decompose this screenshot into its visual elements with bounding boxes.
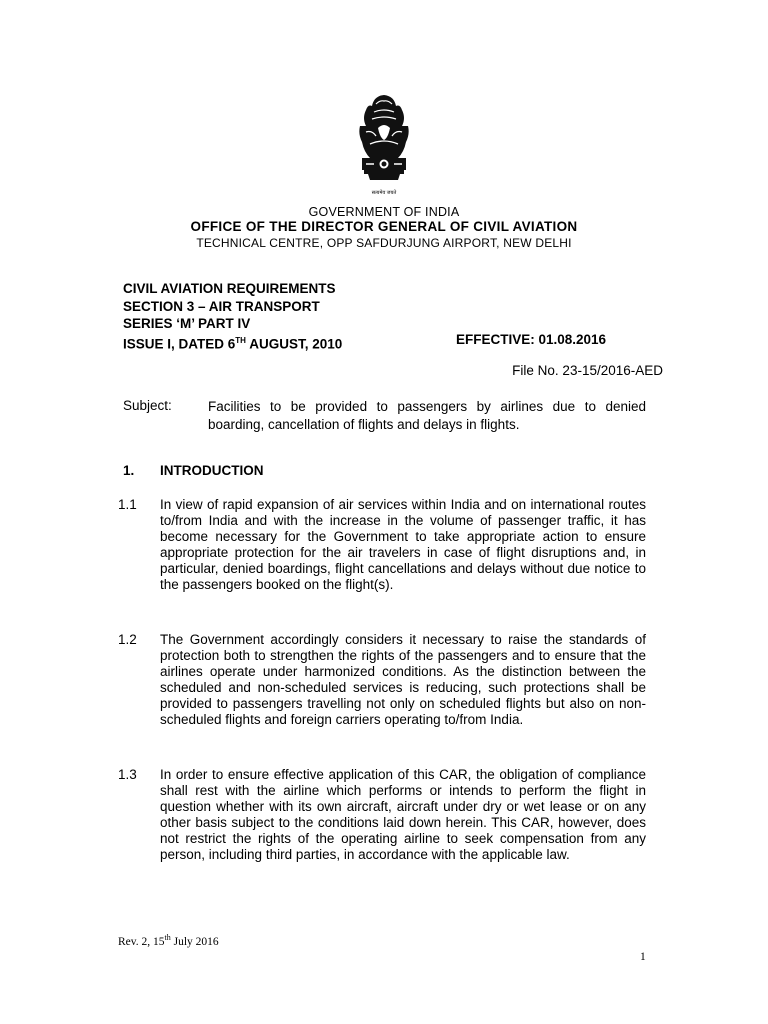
issue-sup: TH: [235, 336, 246, 345]
government-heading: GOVERNMENT OF INDIA: [308, 205, 460, 219]
emblem-motto: सत्यमेव जयते: [371, 190, 397, 196]
issue-prefix: ISSUE I, DATED 6: [123, 336, 236, 352]
section-title: INTRODUCTION: [160, 463, 264, 478]
rev-prefix: Rev. 2, 15: [118, 935, 165, 948]
subject-label: Subject:: [123, 398, 172, 413]
paragraph-number: 1.1: [118, 497, 137, 512]
revision-note: [118, 933, 219, 948]
section-number: 1.: [123, 463, 135, 478]
paragraph-text: In view of rapid expansion of air services within India and on international routes to/from India and with the increase in the volume of passenger traffic, it has become necessary for the Government to take appropriate action to ensure appropriate protection for the air travelers in case of flight disruptions and, in particular, denied boardings, flight cancellations and delays without due notice to the passengers booked on the flight(s).: [160, 497, 646, 592]
national-emblem-icon: [350, 92, 418, 200]
car-issue: [123, 332, 342, 354]
page-number: 1: [640, 951, 646, 963]
rev-sup: th: [164, 933, 171, 942]
paragraph-number: 1.3: [118, 767, 137, 782]
rev-suffix: July 2016: [170, 935, 219, 948]
car-title: CIVIL AVIATION REQUIREMENTS: [123, 281, 336, 296]
office-address: TECHNICAL CENTRE, OPP SAFDURJUNG AIRPORT, NEW DELHI: [196, 236, 572, 250]
paragraph-number: 1.2: [118, 632, 137, 647]
paragraph-text: In order to ensure effective application of this CAR, the obligation of compliance shall rest with the airline which performs or intends to perform the flight in question whether with its own aircraft, aircraft under dry or wet lease or on any other basis subject to the conditions laid down herein. This CAR, however, does not restrict the rights of the operating airline to seek compensation from any person, including third parties, in accordance with the applicable law.: [160, 767, 646, 862]
subject-text: Facilities to be provided to passengers by airlines due to denied boarding, cancellation of flights and delays in flights.: [208, 399, 646, 432]
paragraph-text: The Government accordingly considers it necessary to raise the standards of protection both to strengthen the rights of the passengers and to ensure that the airlines operate under harmonized conditions. As the distinction between the scheduled and non-scheduled services is reducing, such protections shall be provided to passengers travelling not only on scheduled flights but also on non-scheduled flights and foreign carriers operating to/from India.: [160, 632, 646, 727]
issue-suffix: AUGUST, 2010: [245, 336, 343, 352]
car-series: SERIES ‘M’ PART IV: [123, 316, 251, 331]
file-number: File No. 23-15/2016-AED: [512, 363, 663, 378]
office-heading: OFFICE OF THE DIRECTOR GENERAL OF CIVIL AVIATION: [190, 219, 578, 234]
car-section: SECTION 3 – AIR TRANSPORT: [123, 299, 320, 314]
effective-date: EFFECTIVE: 01.08.2016: [456, 332, 607, 347]
